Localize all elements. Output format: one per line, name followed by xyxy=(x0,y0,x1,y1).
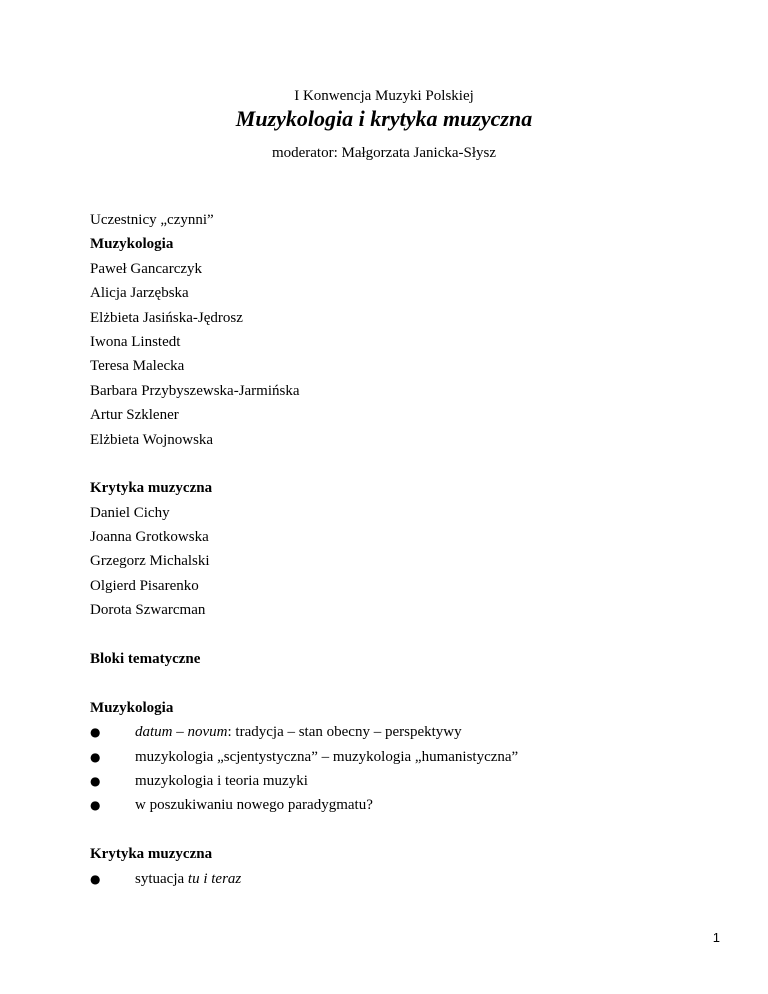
participant-name: Olgierd Pisarenko xyxy=(90,577,199,594)
participants-intro: Uczestnicy „czynni” xyxy=(90,212,214,228)
topics-musicology-heading: Muzykologia xyxy=(90,699,174,716)
participant-name: Elżbieta Jasińska-Jędrosz xyxy=(90,309,243,326)
list-item xyxy=(90,745,690,769)
bullet-icon: ● xyxy=(90,798,101,813)
participant-name: Daniel Cichy xyxy=(90,504,170,521)
list-item-text: sytuacja tu i teraz xyxy=(135,870,242,887)
participant-name: Barbara Przybyszewska-Jarmińska xyxy=(90,382,300,399)
topics-heading: Bloki tematyczne xyxy=(90,651,201,668)
bullet-icon: ● xyxy=(90,749,101,764)
list-item-text: muzykologia i teoria muzyki xyxy=(135,772,308,789)
participant-name: Grzegorz Michalski xyxy=(90,553,210,570)
list-item-text: w poszukiwaniu nowego paradygmatu? xyxy=(135,797,373,814)
participant-name: Elżbieta Wojnowska xyxy=(90,431,214,448)
document-title: Muzykologia i krytyka muzyczna xyxy=(235,106,533,131)
list-item xyxy=(90,793,690,817)
bullet-icon: ● xyxy=(90,773,101,788)
participant-name: Iwona Linstedt xyxy=(90,333,181,350)
document-body xyxy=(90,208,690,891)
participant-name: Joanna Grotkowska xyxy=(90,529,209,546)
section-heading-criticism: Krytyka muzyczna xyxy=(90,480,213,497)
section-heading-musicology: Muzykologia xyxy=(90,236,174,253)
bullet-icon: ● xyxy=(90,871,101,886)
participant-name: Alicja Jarzębska xyxy=(90,285,189,302)
page-number: 1 xyxy=(712,930,720,945)
list-item-text: muzykologia „scjentystyczna” – muzykologia „humanistyczna” xyxy=(135,748,519,765)
participant-name: Dorota Szwarcman xyxy=(90,602,206,619)
list-item xyxy=(90,867,690,891)
bullet-icon: ● xyxy=(90,725,101,740)
participant-name: Teresa Malecka xyxy=(90,358,185,375)
topics-criticism-heading: Krytyka muzyczna xyxy=(90,846,213,863)
conference-name: I Konwencja Muzyki Polskiej xyxy=(294,88,474,104)
list-item xyxy=(90,720,690,744)
participant-name: Paweł Gancarczyk xyxy=(90,260,203,277)
moderator-line: moderator: Małgorzata Janicka-Słysz xyxy=(271,145,497,161)
list-item xyxy=(90,769,690,793)
list-item-text: datum – novum: tradycja – stan obecny – perspektywy xyxy=(135,724,462,741)
participant-name: Artur Szklener xyxy=(90,407,179,424)
